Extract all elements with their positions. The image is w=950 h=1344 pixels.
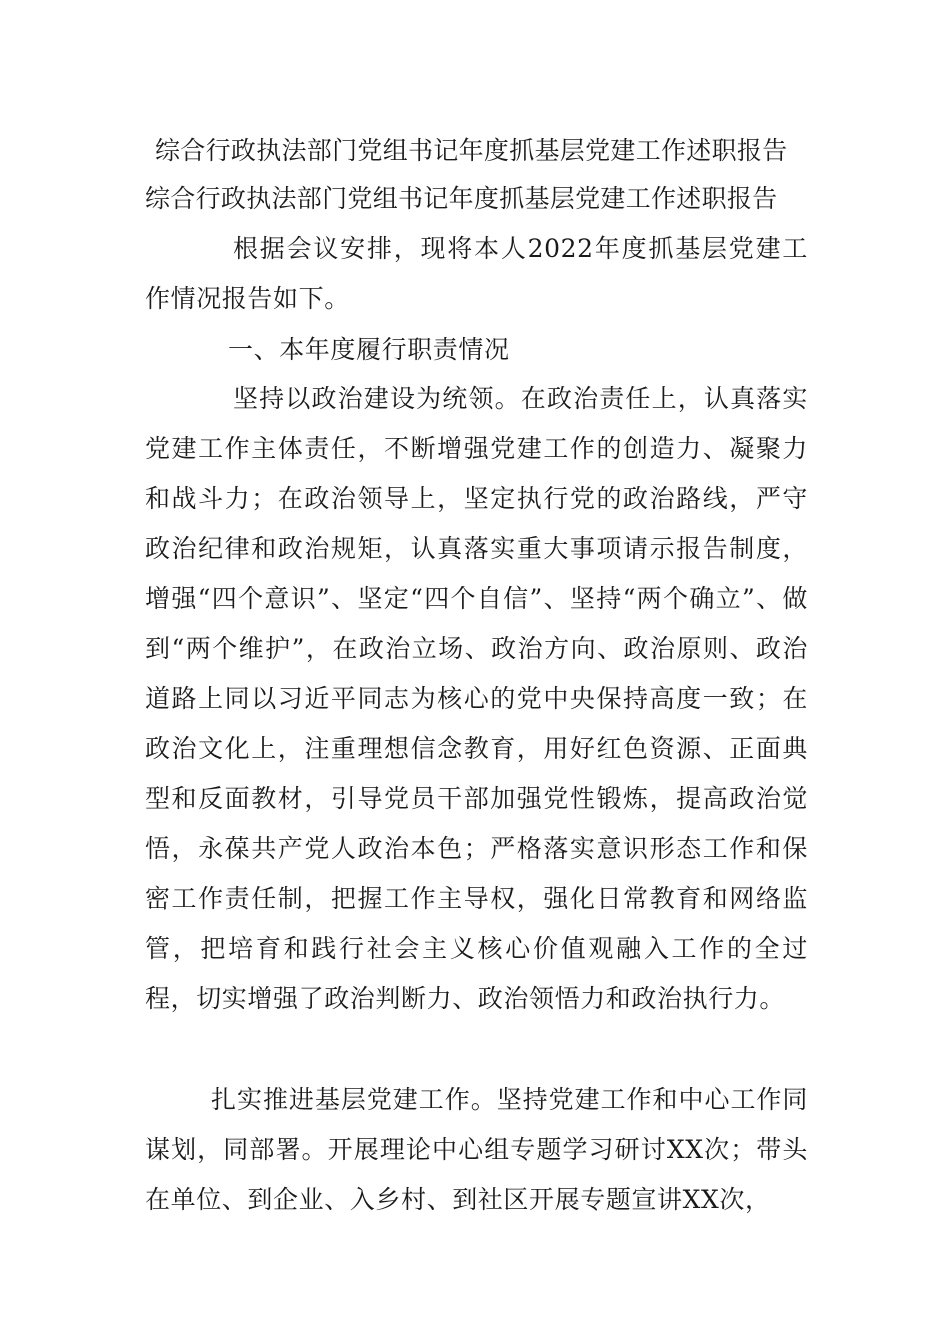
section-heading: 一、本年度履行职责情况 (228, 335, 510, 364)
document-title: 综合行政执法部门党组书记年度抓基层党建工作述职报告 (155, 136, 788, 165)
body-paragraph-1: 坚持以政治建设为统领。在政治责任上，认真落实党建工作主体责任，不断增强党建工作的创造力、凝聚力和战斗力；在政治领导上，坚定执行党的政治路线，严守政治纪律和政治规矩，认真落实重大事项请示报告制度，增强“四个意识”、坚定“四个自信”、坚持“两个确立”、做到“两个维护”，在政治立场、政治方向、政治原则、政治道路上同以习近平同志为核心的党中央保持高度一致；在政治文化上，注重理想信念教育，用好红色资源、正面典型和反面教材，引导党员干部加强党性锻炼，提高政治觉悟，永葆共产党人政治本色；严格落实意识形态工作和保密工作责任制，把握工作主导权，强化日常教育和网络监管，把培育和践行社会主义核心价值观融入工作的全过程，切实增强了政治判断力、政治领悟力和政治执行力。 (145, 384, 808, 1013)
body-paragraph-2: 扎实推进基层党建工作。坚持党建工作和中心工作同谋划，同部署。开展理论中心组专题学习研讨XX次；带头在单位、到企业、入乡村、到社区开展专题宣讲XX次， (145, 1085, 808, 1214)
intro-paragraph: 根据会议安排，现将本人2022年度抓基层党建工作情况报告如下。 (145, 234, 808, 313)
document-subtitle: 综合行政执法部门党组书记年度抓基层党建工作述职报告 (145, 184, 778, 213)
